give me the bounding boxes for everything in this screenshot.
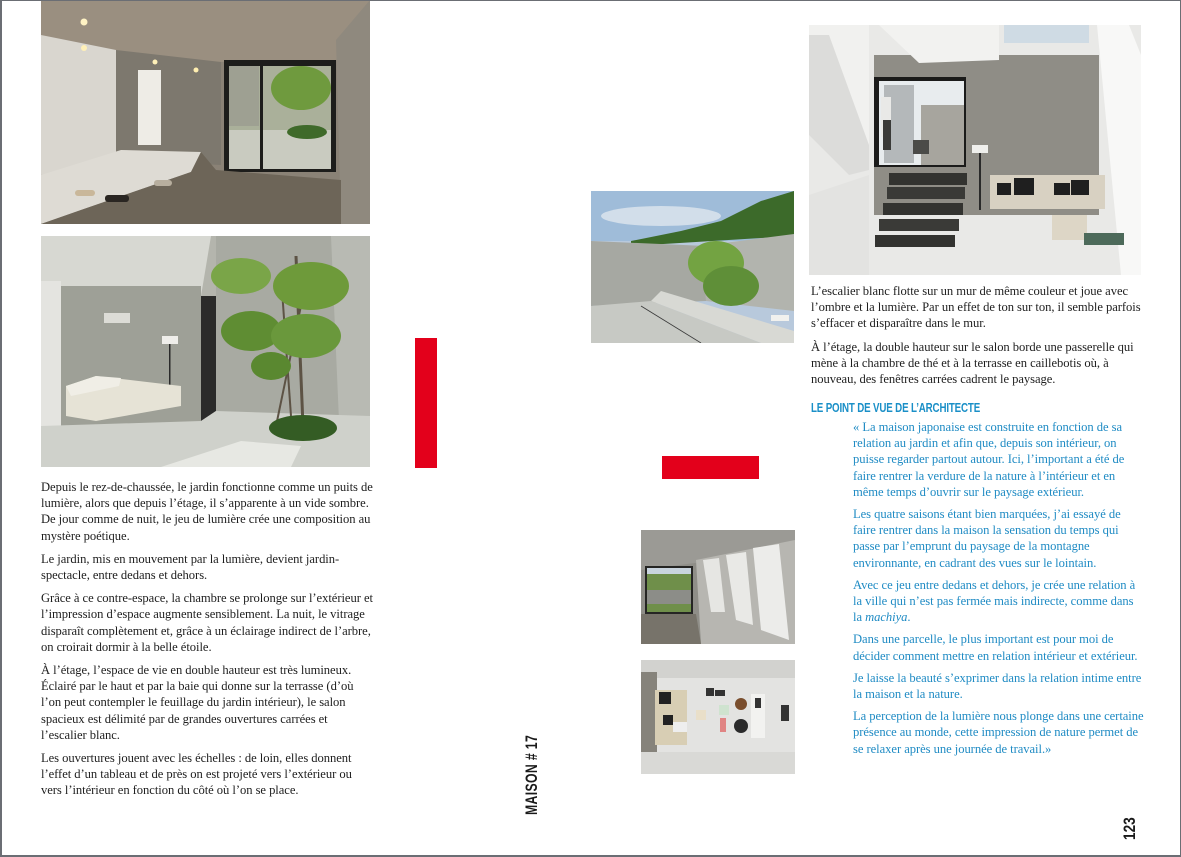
machiya-term: machiya [865,610,908,625]
quote-paragraph: Dans une parcelle, le plus important est pour moi de décider comment mettre en relation intérieur et extérieur. [853,632,1138,663]
photo-overhead-living-room [641,660,795,774]
paragraph: L’escalier blanc flotte sur un mur de même couleur et joue avec l’ombre et la lumière. Par un effet de ton sur ton, il semble parfois s’effacer et disparaître dans le mur. [811,284,1141,331]
paragraph: Depuis le rez-de-chaussée, le jardin fonctionne comme un puits de lumière, alors que depuis l’étage, il s’apparente à un vide sombre. De jour comme de nuit, le jeu de lumière crée une composition au mystère poétique. [41,480,373,543]
quote-paragraph: Je laisse la beauté s’exprimer dans la relation intime entre la maison et la nature. [853,670,1142,702]
red-accent-bar-horizontal [662,456,759,479]
photo-ground-floor-entrance [41,0,370,224]
photo-bedroom-courtyard [41,236,370,467]
architect-quote [853,419,1145,763]
quote-paragraph: La perception de la lumière nous plonge dans une certaine présence au monde, cette impression de nature permet de se relaxer après une journée de travail.» [853,709,1144,756]
quote-text: . [907,610,911,625]
right-column-text [811,283,1143,394]
house-number-label: MAISON # 17 [522,734,541,815]
paragraph: À l’étage, l’espace de vie en double hauteur est très lumineux. Éclairé par le haut et par la baie qui donne sur la terrasse (d’où l’on peut contempler le feuillage du jardin intérieur), le salon spacieux est délimité par de grandes ouvertures carrées et l’escalier blanc. [41,663,354,742]
quote-paragraph [853,577,1145,626]
photo-double-height-living-room [809,25,1141,275]
paragraph: À l’étage, la double hauteur sur le salon borde une passerelle qui mène à la chambre de thé et à la terrasse en caillebotis où, à nouveau, des fenêtres carrées cadrent le paysage. [811,339,1134,387]
quote-paragraph: Les quatre saisons étant bien marquées, j’ai essayé de faire rentrer dans la maison la sensation du temps qui passe par l’emprunt du paysage de la montagne environnante, en cadrant des vues sur le lointain. [853,507,1121,570]
section-heading-architect: LE POINT DE VUE DE L’ARCHITECTE [811,401,981,415]
paragraph: Grâce à ce contre-espace, la chambre se prolonge sur l’extérieur et l’impression d’espace augmente sensiblement. La nuit, le vitrage disparaît complètement et, grâce à un éclairage indirect de l’arbre, on croirait dormir à la belle étoile. [41,591,373,654]
left-column-text [41,479,373,806]
paragraph: Le jardin, mis en mouvement par la lumière, devient jardin-spectacle, entre dedans et dehors. [41,551,340,583]
paragraph: Les ouvertures jouent avec les échelles : de loin, elles donnent l’effet d’un tableau et de près on est projeté vers l’extérieur ou vers l’intérieur en fonction du côté où l’on se place. [41,751,352,798]
red-accent-bar-vertical [415,338,437,468]
photo-roof-terrace [591,191,794,343]
quote-paragraph: « La maison japonaise est construite en fonction de sa relation au jardin et afin que, depuis son intérieur, on puisse regarder partout autour. Ici, l’important a été de faire rentrer la verdure de la nature à l’intérieur et en même temps d’ouvrir sur le paysage extérieur. [853,420,1125,499]
photo-window-view [641,530,795,644]
quote-text: Avec ce jeu entre dedans et dehors, je crée une relation à la ville qui n’est pas fermée mais indirecte, comme dans la [853,577,1136,625]
page-number: 123 [1120,817,1139,840]
